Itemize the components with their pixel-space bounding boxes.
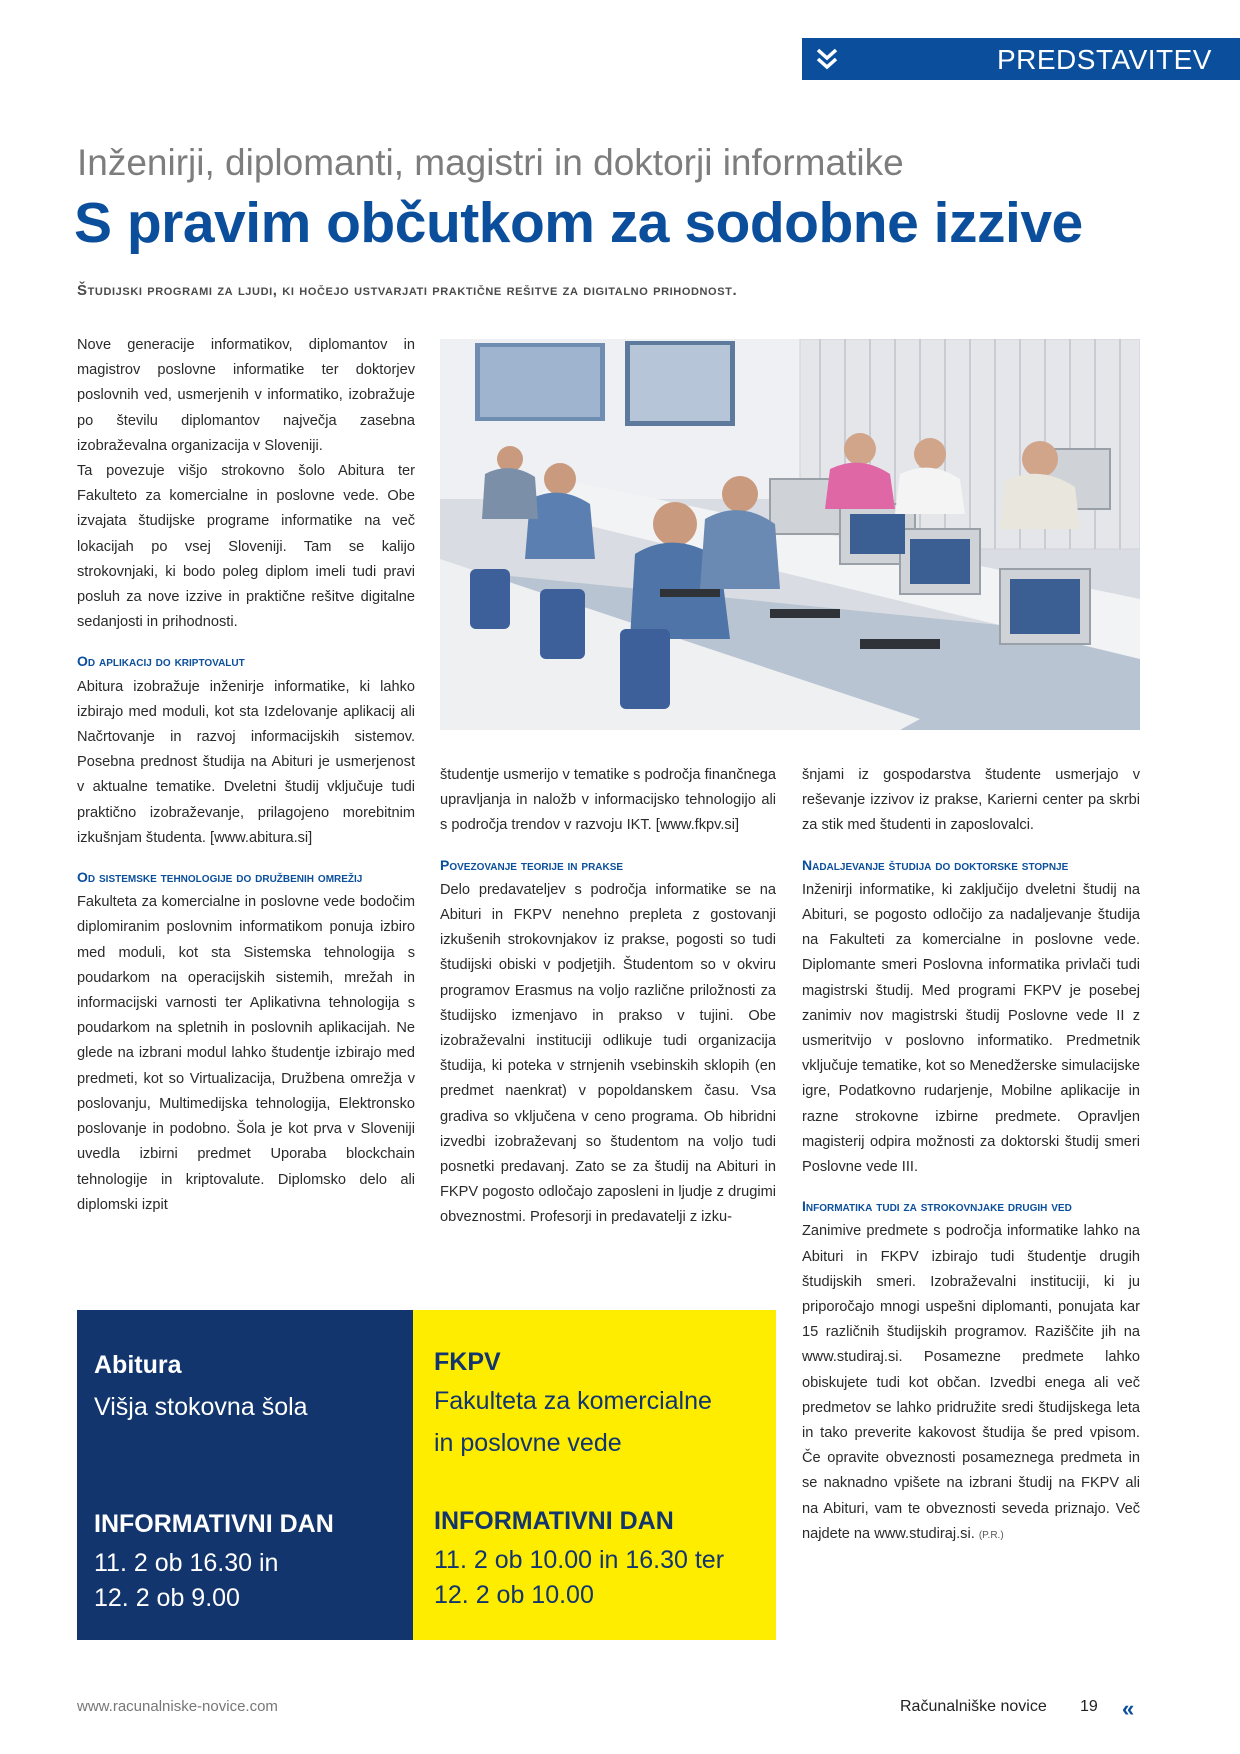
article-headline: S pravim občutkom za sodobne izzive [74, 191, 1083, 255]
footer-page-number: 19 [1080, 1698, 1098, 1715]
fkpv-info-box [413, 1310, 776, 1640]
double-chevron-down-icon [812, 44, 842, 74]
paragraph-doctoral: Inženirji informatike, ki zaključijo dveletni študij na Abituri, se pogosto odločijo za nadaljevanje študija na Fakulteti za komercialne in poslovne vede. Diplomante smeri Poslovna informatika privlači tudi magistrski študij. Med programi FKPV je posebej zanimiv nov magistrski študij Poslovne vede II z usmeritvijo v poslovno informatiko. Predmetnik vključuje tematike, kot so Menedžerske simulacijske igre, Podatkovno rudarjenje, Mobilne aplikacije in razne strokovne izbirne predmete. Opravljen magisterij odpira možnosti za doktorski študij smeri Poslovne vede III. [802, 881, 1140, 1176]
abitura-info-label: INFORMATIVNI DAN [94, 1510, 334, 1538]
abitura-date-2: 12. 2 ob 9.00 [94, 1584, 240, 1612]
paragraph-mid-1: študentje usmerijo v tematike s področja finančnega upravljanja in naložb v informacijsko tehnologijo ali s področja trendov v razvoju IKT. [www.fkpv.si] [440, 767, 776, 834]
fkpv-subtitle-2: in poslovne vede [434, 1429, 622, 1457]
intro-paragraph-1: Nove generacije informatikov, diplomantov in magistrov poslovne informatike ter doktorjev poslovnih ved, usmerjenih v informatiko, izobražuje po številu diplomantov največja zasebna izobraževalna organizacija v Sloveniji. [77, 337, 415, 454]
abitura-info-box [77, 1310, 413, 1640]
paragraph-theory: Delo predavateljev s področja informatike se na Abituri in FKPV nenehno prepleta z gostovanji izkušenih strokovnjakov iz prakse, pogosti so tudi študijski obiski v podjetjih. Študentom so v okviru programov Erasmus na voljo različne priložnosti za študijsko izmenjavo in prakso v tujini. Obe izobraževalni instituciji odlikuje tudi organizacija študija, ki poteka v strnjenih vsebinskih sklopih (en predmet naenkrat) v popoldanskem času. Vsa gradiva so vključena v ceno programa. Ob hibridni izvedbi izobraževanj so študentom na voljo tudi posnetki predavanj. Zato se za študij na Abituri in FKPV pogosto odločajo zaposleni in ljudje z drugimi obveznostmi. Profesorji in predavatelji z izku- [440, 881, 776, 1226]
intro-paragraph-2: Ta povezuje višjo strokovno šolo Abitura ter Fakulteto za komercialne in poslovne vede. Obe izvajata študijske programe informatike na več lokacijah po vsej Sloveniji. Tam se kalijo strokovnjaki, ki bodo poleg diplom imeli tudi pravi posluh za nove izzive in praktične rešitve digitalne sedanjosti in prihodnosti. [77, 463, 415, 631]
paragraph-others-text: Zanimive predmete s področja informatike lahko na Abituri in FKPV izbirajo tudi študentje drugih študijskih smeri. Izobraževalni instituciji, ki ju priporočajo mnogi uspešni diplomanti, ponujata kar 15 različnih študijskih programov. Raziščite jih na www.studiraj.si. Posamezne predmete lahko obiskujete tudi kot občan. Izvedbi enega ali več predmetov se lahko pridružite sredi študijskega leta in tako preverite kakovost študija še pred vpisom. Če opravite obveznosti posameznega predmeta in se naknadno vpišete na izbrani študij na FKPV ali na Abituri, vam te obveznosti seveda priznajo. Več najdete na www.studiraj.si. [802, 1223, 1140, 1542]
double-chevron-left-icon: « [1122, 1696, 1135, 1721]
abitura-title: Abitura [94, 1351, 182, 1379]
subheading-theory: Povezovanje teorije in prakse [440, 856, 624, 873]
abitura-date-1: 11. 2 ob 16.30 in [94, 1549, 279, 1577]
article-lead: Študijski programi za ljudi, ki hočejo ustvarjati praktične rešitve za digitalno prihodnost. [77, 282, 738, 299]
article-kicker: Inženirji, diplomanti, magistri in doktorji informatike [77, 142, 904, 183]
footer-magazine-name: Računalniške novice [900, 1698, 1047, 1715]
classroom-photo [440, 339, 1140, 730]
subheading-others: Informatika tudi za strokovnjake drugih ved [802, 1198, 1072, 1215]
abitura-subtitle: Višja stokovna šola [94, 1393, 308, 1421]
paragraph-apps: Abitura izobražuje inženirje informatike, ki lahko izbirajo med moduli, kot sta Izdelovanje aplikacij ali Načrtovanje in razvoj informacijskih sistemov. Posebna prednost študija na Abituri je usmerjenost v aktualne tematike. Dveletni študij vključuje tudi praktično izobraževanje, prilagojeno morebitnim izkušnjam študenta. [www.abitura.si] [77, 678, 415, 846]
classroom-illustration [440, 339, 1140, 730]
fkpv-subtitle-1: Fakulteta za komercialne [434, 1387, 712, 1415]
subheading-systems: Od sistemske tehnologije do družbenih omrežij [77, 869, 363, 886]
fkpv-date-1: 11. 2 ob 10.00 in 16.30 ter [434, 1546, 725, 1574]
fkpv-title: FKPV [434, 1348, 501, 1376]
paragraph-others [802, 1219, 1140, 1548]
section-label: PREDSTAVITEV [996, 44, 1212, 75]
author-initials: (P.R.) [978, 1529, 1004, 1541]
fkpv-date-2: 12. 2 ob 10.00 [434, 1581, 594, 1609]
subheading-doctoral: Nadaljevanje študija do doktorske stopnje [802, 856, 1069, 873]
section-tag [802, 38, 1240, 80]
paragraph-right-1: šnjami iz gospodarstva študente usmerjajo v reševanje izzivov iz prakse, Karierni center pa skrbi za stik med študenti in zaposlovalci. [802, 767, 1140, 834]
fkpv-info-label: INFORMATIVNI DAN [434, 1507, 674, 1535]
column-middle [440, 763, 776, 1231]
column-left [77, 333, 415, 1218]
subheading-apps: Od aplikacij do kriptovalut [77, 653, 245, 670]
paragraph-systems: Fakulteta za komercialne in poslovne vede bodočim diplomiranim poslovnim informatikom ponuja izbiro med moduli, kot sta Sistemska tehnologija s poudarkom na operacijskih sistemih, mrežah in informacijski varnosti ter Aplikativna tehnologija s poudarkom na spletnih in poslovnih aplikacijah. Ne glede na izbrani modul lahko študentje izbirajo med predmeti, kot so Virtualizacija, Družbena omrežja v poslovanju, Multimedijska tehnologija, Elektronsko poslovanje in podobno. Šola je kot prva v Sloveniji uvedla izbirni predmet Uporaba blockchain tehnologije in kriptovalute. Diplomsko delo ali diplomski izpit [77, 894, 415, 1213]
column-right [802, 763, 1140, 1548]
footer-url[interactable]: www.racunalniske-novice.com [77, 1698, 278, 1715]
